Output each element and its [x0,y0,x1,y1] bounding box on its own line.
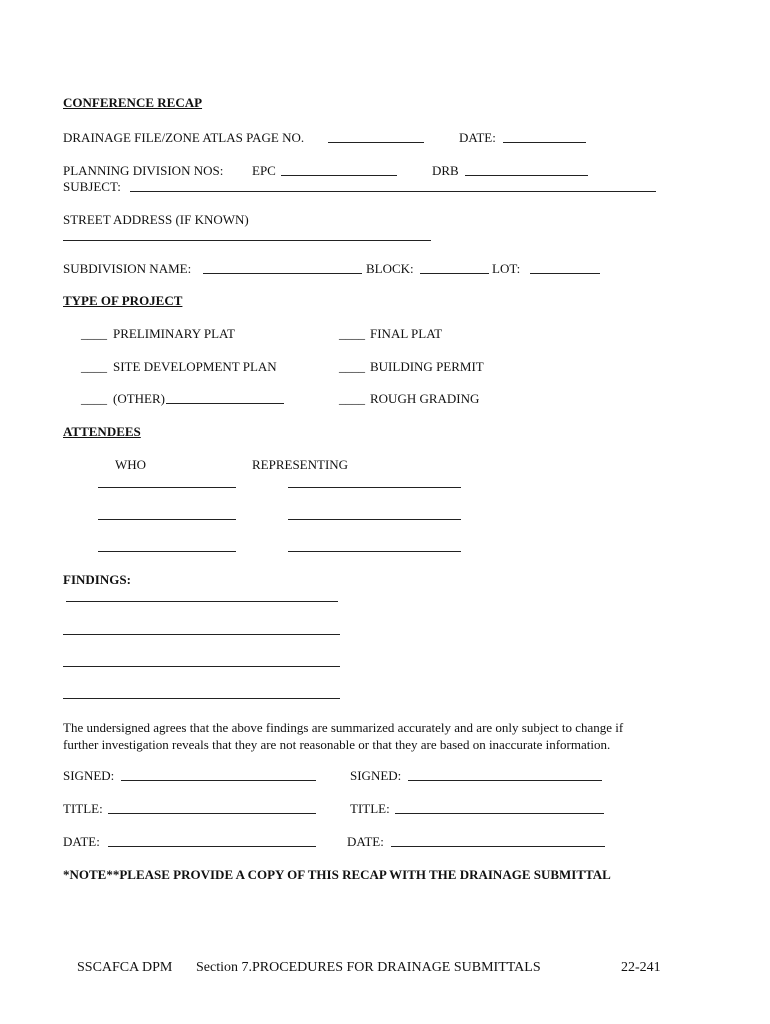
lot-label: LOT: [492,261,521,276]
attendee-representing-line[interactable] [288,519,461,520]
findings-line[interactable] [63,698,340,699]
final-plat-blank[interactable]: ____ [339,326,365,341]
building-permit-label: BUILDING PERMIT [370,359,484,374]
epc-line[interactable] [281,175,397,176]
footer-section: Section 7.PROCEDURES FOR DRAINAGE SUBMITTALS [196,960,541,975]
findings-line[interactable] [63,634,340,635]
planning-division-label: PLANNING DIVISION NOS: [63,163,224,178]
date-line-right[interactable] [391,846,605,847]
drb-label: DRB [432,163,459,178]
subject-line[interactable] [130,191,656,192]
findings-heading: FINDINGS: [63,572,131,587]
building-permit-blank[interactable]: ____ [339,359,365,374]
date-label-right: DATE: [347,834,384,849]
subject-label: SUBJECT: [63,179,121,194]
title-label-left: TITLE: [63,801,103,816]
other-label: (OTHER) [113,391,165,406]
type-of-project-heading: TYPE OF PROJECT [63,293,183,308]
site-development-plan-blank[interactable]: ____ [81,359,107,374]
preliminary-plat-label: PRELIMINARY PLAT [113,326,235,341]
findings-line[interactable] [66,601,338,602]
subdivision-label: SUBDIVISION NAME: [63,261,192,276]
drainage-file-line[interactable] [328,142,424,143]
rough-grading-label: ROUGH GRADING [370,391,480,406]
subdivision-line[interactable] [203,273,362,274]
attendee-who-line[interactable] [98,487,236,488]
date-label: DATE: [459,130,496,145]
street-address-line[interactable] [63,240,431,241]
attendee-representing-line[interactable] [288,487,461,488]
findings-line[interactable] [63,666,340,667]
attendee-who-line[interactable] [98,519,236,520]
title-line-left[interactable] [108,813,316,814]
final-plat-label: FINAL PLAT [370,326,443,341]
footer-page-number: 22-241 [621,960,661,975]
date-line-left[interactable] [108,846,316,847]
site-development-plan-label: SITE DEVELOPMENT PLAN [113,359,277,374]
agreement-statement-line2: further investigation reveals that they are not reasonable or that they are based on inaccurate information. [63,737,611,752]
representing-label: REPRESENTING [252,457,349,472]
footer-doc: SSCAFCA DPM [77,960,173,975]
page-title: CONFERENCE RECAP [63,95,203,110]
street-address-label: STREET ADDRESS (IF KNOWN) [63,212,249,227]
signed-label-right: SIGNED: [350,768,402,783]
signed-label-left: SIGNED: [63,768,115,783]
drainage-file-label: DRAINAGE FILE/ZONE ATLAS PAGE NO. [63,130,305,145]
title-label-right: TITLE: [350,801,390,816]
signed-line-left[interactable] [121,780,316,781]
preliminary-plat-blank[interactable]: ____ [81,326,107,341]
date-line[interactable] [503,142,586,143]
agreement-statement-line1: The undersigned agrees that the above findings are summarized accurately and are only subject to change if [63,720,624,735]
epc-label: EPC [252,163,276,178]
block-label: BLOCK: [366,261,414,276]
date-label-left: DATE: [63,834,100,849]
lot-line[interactable] [530,273,600,274]
signed-line-right[interactable] [408,780,602,781]
who-label: WHO [115,457,147,472]
attendees-heading: ATTENDEES [63,424,141,439]
other-blank[interactable]: ____ [81,391,107,406]
drb-line[interactable] [465,175,588,176]
block-line[interactable] [420,273,489,274]
attendee-who-line[interactable] [98,551,236,552]
other-line[interactable] [166,403,284,404]
title-line-right[interactable] [395,813,604,814]
rough-grading-blank[interactable]: ____ [339,391,365,406]
submittal-note: *NOTE**PLEASE PROVIDE A COPY OF THIS RECAP WITH THE DRAINAGE SUBMITTAL [63,867,611,882]
attendee-representing-line[interactable] [288,551,461,552]
